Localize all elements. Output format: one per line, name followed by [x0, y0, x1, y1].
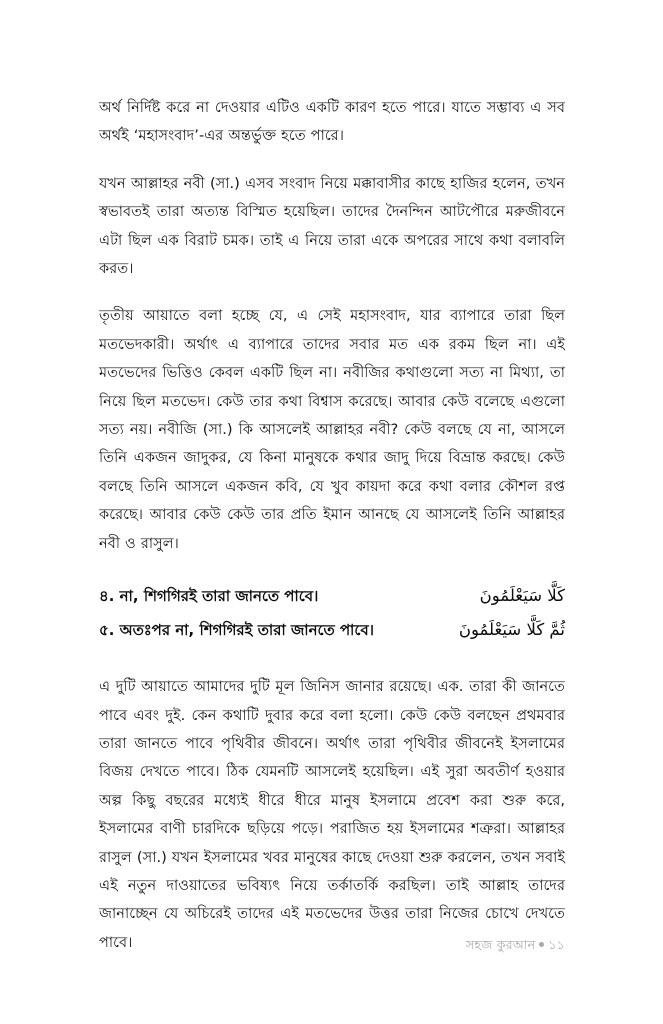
paragraph-closing: এ দুটি আয়াতে আমাদের দুটি মূল জিনিস জানার রয়েছে। এক. তারা কী জানতে পাবে এবং দুই. কেন কথাটি দুবার করে বলা হলো। কেউ কেউ বলছেন প্রথমবার তারা জানতে পাবে পৃথিবীর জীবনে। অর্থাৎ তারা পৃথিবীর জীবনেই ইসলামের বিজয় দেখতে পাবে। ঠিক যেমনটি আসলেই হয়েছিল। এই সুরা অবতীর্ণ হওয়ার অল্প কিছু বছরের মধ্যেই ধীরে ধীরে মানুষ ইসলামে প্রবেশ করা শুরু করে, ইসলামের বাণী চারদিকে ছড়িয়ে পড়ে। পরাজিত হয় ইসলামের শত্রুরা। আল্লাহর রাসুল (সা.) যখন ইসলামের খবর মানুষের কাছে দেওয়া শুরু করলেন, তখন সবাই এই নতুন দাওয়াতের ভবিষ্যৎ নিয়ে তর্কাতর্কি করছিল। তাই আল্লাহ তাদের জানাচ্ছেন যে অচিরেই তাদের এই মতভেদের উত্তর তারা নিজের চোখে দেখতে পাবে। — [99, 678, 565, 951]
verse-translation-4: ৪. না, শিগগিরই তারা জানতে পাবে। — [99, 588, 319, 606]
paragraph-2: যখন আল্লাহর নবী (সা.) এসব সংবাদ নিয়ে মক্কাবাসীর কাছে হাজির হলেন, তখন স্বভাবতই তারা অত্যন্ত বিস্মিত হয়েছিল। তাদের দৈনন্দিন আটপৌরে মরুজীবনে এটা ছিল এক বিরাট চমক। তাই এ নিয়ে তারা একে অপরের সাথে কথা বলাবলি করত। — [99, 174, 565, 278]
page-footer — [99, 936, 565, 954]
paragraph-3: তৃতীয় আয়াতে বলা হচ্ছে যে, এ সেই মহাসংবাদ, যার ব্যাপারে তারা ছিল মতভেদকারী। অর্থাৎ এ ব্যাপারে তাদের সবার মত এক রকম ছিল না। এই মতভেদের ভিত্তিও কেবল একটি ছিল না। নবীজির কথাগুলো সত্য না মিথ্যা, তা নিয়ে ছিল মতভেদ। কেউ তার কথা বিশ্বাস করেছে। আবার কেউ বলেছে এগুলো সত্য নয়। নবীজি (সা.) কি আসলেই আল্লাহর নবী? কেউ বলছে যে না, আসলে তিনি একজন জাদুকর, যে কিনা মানুষকে কথার জাদু দিয়ে বিভ্রান্ত করছে। কেউ বলছে তিনি আসলে একজন কবি, যে খুব কায়দা করে কথা বলার কৌশল রপ্ত করেছে। আবার কেউ কেউ তার প্রতি ইমান আনছে যে আসলেই তিনি আল্লাহর নবী ও রাসুল। — [99, 307, 565, 552]
footer-book-title: সহজ কুরআন — [465, 937, 536, 952]
page-content — [99, 94, 565, 957]
verse-row — [99, 584, 565, 609]
footer-page-number: ১১ — [548, 937, 565, 952]
verse-arabic-4: كَلَّا سَيَعْلَمُونَ — [479, 586, 565, 606]
bullet-separator-icon — [539, 942, 544, 947]
verse-translation-5: ৫. অতঃপর না, শিগগিরই তারা জানতে পাবে। — [99, 622, 375, 640]
verse-row — [99, 618, 565, 643]
paragraph-1: অর্থ নির্দিষ্ট করে না দেওয়ার এটিও একটি কারণ হতে পারে। যাতে সম্ভাব্য এ সব অর্থই ‘মহাসংবাদ’-এর অন্তর্ভুক্ত হতে পারে। — [99, 99, 565, 145]
verse-arabic-5: ثُمَّ كَلَّا سَيَعْلَمُونَ — [458, 620, 565, 640]
verse-block — [99, 584, 565, 643]
